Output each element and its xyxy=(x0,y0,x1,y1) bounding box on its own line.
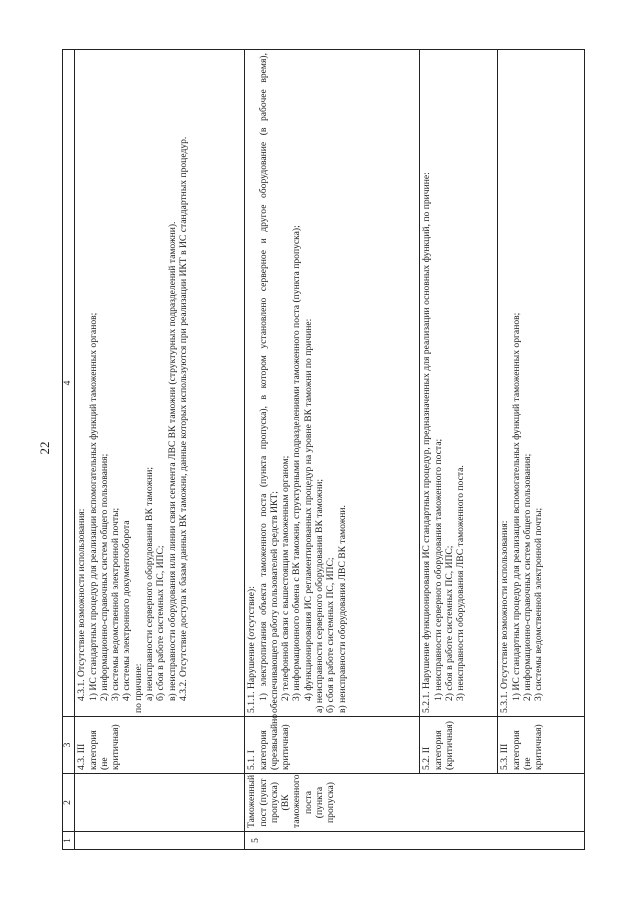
line: 2) сбоя в работе системных ПС, ИПС; xyxy=(443,545,455,701)
description-5-1 xyxy=(245,50,420,717)
line: 1) ИС стандартных процедур для реализации вспомогательных функций таможенных органов; xyxy=(87,312,99,701)
line: б) сбоя в работе системных ПС, ИПС; xyxy=(155,545,167,701)
line: в) неисправности оборудования ЛВС ВК таможни. xyxy=(336,505,348,713)
description-5-3 xyxy=(498,50,585,717)
category-5-3: 5.3. III категория (не критичная) xyxy=(498,717,585,774)
description-4-3 xyxy=(75,50,245,717)
table-header-row xyxy=(63,50,75,850)
line: 2) информационно-справочных систем общего пользования; xyxy=(98,453,110,701)
category-4-3: 4.3. III категория (не критичная) xyxy=(75,717,245,774)
line: 1) ИС стандартных процедур для реализации вспомогательных функций таможенных органов; xyxy=(510,312,522,701)
line: по причине: xyxy=(132,663,144,713)
table-row-4-3 xyxy=(75,50,245,850)
line: 5.1.1. Нарушение (отсутствие): xyxy=(246,586,258,713)
page-number: 22 xyxy=(37,441,52,455)
line: а) неисправности серверного оборудования ВК таможни; xyxy=(314,478,326,713)
line: 5.2.1. Нарушение функционирования ИС стандартных процедур, предназначенных для реализации основных функций, по причине: xyxy=(421,172,433,713)
header-col-4: 4 xyxy=(63,50,75,717)
row-number: 5 xyxy=(250,838,262,843)
category-5-2: 5.2. II категория (критичная) xyxy=(420,717,498,774)
line: 3) неисправности оборудования ЛВС таможенного поста. xyxy=(455,465,467,701)
rotated-table-wrapper xyxy=(62,50,585,850)
line: 4) системы электронного документооборота xyxy=(121,520,133,701)
category-5-1: 5.1. I категория (чрезвычайно критичная) xyxy=(245,717,420,774)
line: 3) системы ведомственной электронной почты; xyxy=(110,507,122,701)
header-col-3: 3 xyxy=(63,717,75,774)
line: в) неисправности оборудования или линии связи сегмента ЛВС ВК таможни (структурных подразделений таможни). xyxy=(166,221,178,701)
line: 2) информационно-справочных систем общего пользования; xyxy=(521,453,533,701)
table-row-5-1 xyxy=(245,50,420,850)
object-empty xyxy=(75,774,245,832)
line: 4) функционирования ИС регламентированных процедур на уровне ВК таможни по причине: xyxy=(302,318,314,701)
line: 5.3.1. Отсутствие возможности использования: xyxy=(499,520,511,713)
line: 2) телефонной связи с вышестоящим таможенным органом; xyxy=(280,455,292,701)
header-col-1: 1 xyxy=(63,832,75,850)
line: 3) системы ведомственной электронной почты; xyxy=(533,507,545,701)
line: а) неисправности серверного оборудования ВК таможни; xyxy=(144,466,156,701)
object-cell: Таможенный пост (пункт пропуска) (ВК таможенного поста (пункта пропуска) xyxy=(245,774,585,832)
table-row-5-2 xyxy=(420,50,498,850)
header-col-2: 2 xyxy=(63,774,75,832)
line: 1) неисправности серверного оборудования таможенного поста; xyxy=(432,438,444,701)
row-number-empty xyxy=(75,832,245,850)
line: 3) информационного обмена с ВК таможни, структурными подразделениями таможенного поста (пункта пропуска); xyxy=(291,225,303,701)
incident-category-table xyxy=(62,49,585,850)
line: 4.3.1. Отсутствие возможности использования: xyxy=(76,508,88,701)
line: б) сбоя в работе системных ПС, ИПС; xyxy=(325,557,337,713)
row-number-cell xyxy=(245,832,585,850)
line: 1) электропитания объекта таможенного поста (пункта пропуска), в котором установлено серверное и другое оборудование (в рабочее время), обеспечивающего работу пользователей средств ИКТ; xyxy=(257,53,280,713)
table-row-5-3 xyxy=(498,50,585,850)
description-5-2 xyxy=(420,50,498,717)
line: 4.3.2. Отсутствие доступа к базам данных ВК таможни, данные которых используются при реализации ИКТ в ИС стандартных процедур. xyxy=(178,136,190,701)
